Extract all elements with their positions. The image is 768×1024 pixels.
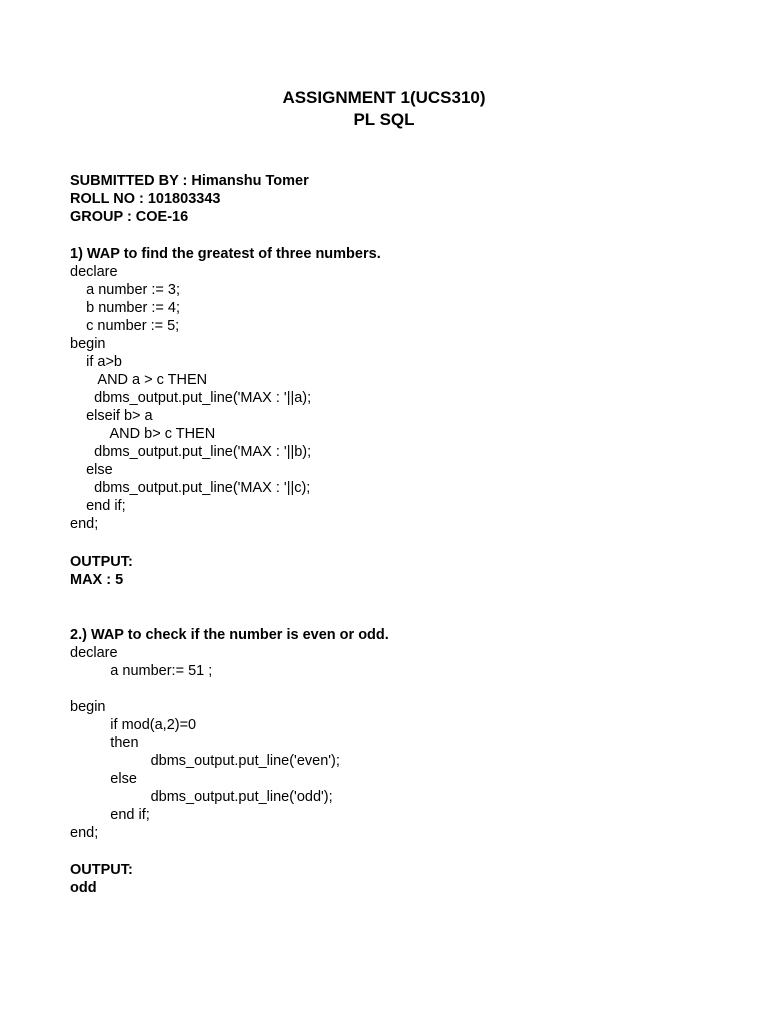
code-line: dbms_output.put_line('even'); — [70, 753, 340, 769]
roll-number: ROLL NO : 101803343 — [70, 191, 221, 207]
document-title: ASSIGNMENT 1(UCS310) — [282, 88, 486, 107]
code-line: end if; — [70, 807, 150, 823]
code-line: dbms_output.put_line('MAX : '||b); — [70, 444, 312, 460]
code-line: begin — [70, 699, 106, 715]
code-line: dbms_output.put_line('MAX : '||c); — [70, 480, 311, 496]
question-2-output-value: odd — [70, 880, 97, 896]
code-line: end; — [70, 516, 99, 532]
question-2-heading: 2.) WAP to check if the number is even or odd. — [70, 627, 389, 643]
question-2-output-label: OUTPUT: — [70, 862, 133, 878]
code-line: declare — [70, 645, 118, 661]
question-1-output-value: MAX : 5 — [70, 572, 124, 588]
code-line: c number := 5; — [70, 318, 180, 334]
code-line: dbms_output.put_line('odd'); — [70, 789, 333, 805]
code-line: then — [70, 735, 139, 751]
code-line: AND b> c THEN — [70, 426, 216, 442]
code-line: begin — [70, 336, 106, 352]
code-line: else — [70, 462, 113, 478]
code-line: AND a > c THEN — [70, 372, 208, 388]
code-line: else — [70, 771, 137, 787]
code-line: a number := 3; — [70, 282, 181, 298]
code-line: elseif b> a — [70, 408, 153, 424]
question-1-heading: 1) WAP to find the greatest of three numbers. — [70, 246, 381, 262]
code-line: end; — [70, 825, 99, 841]
code-line: end if; — [70, 498, 126, 514]
code-line: if a>b — [70, 354, 122, 370]
code-line: a number:= 51 ; — [70, 663, 213, 679]
code-line: b number := 4; — [70, 300, 181, 316]
code-line: if mod(a,2)=0 — [70, 717, 197, 733]
group: GROUP : COE-16 — [70, 209, 189, 225]
question-1-output-label: OUTPUT: — [70, 554, 133, 570]
submitted-by: SUBMITTED BY : Himanshu Tomer — [70, 173, 309, 189]
code-line: declare — [70, 264, 118, 280]
code-line: dbms_output.put_line('MAX : '||a); — [70, 390, 312, 406]
document-subtitle: PL SQL — [353, 110, 415, 129]
